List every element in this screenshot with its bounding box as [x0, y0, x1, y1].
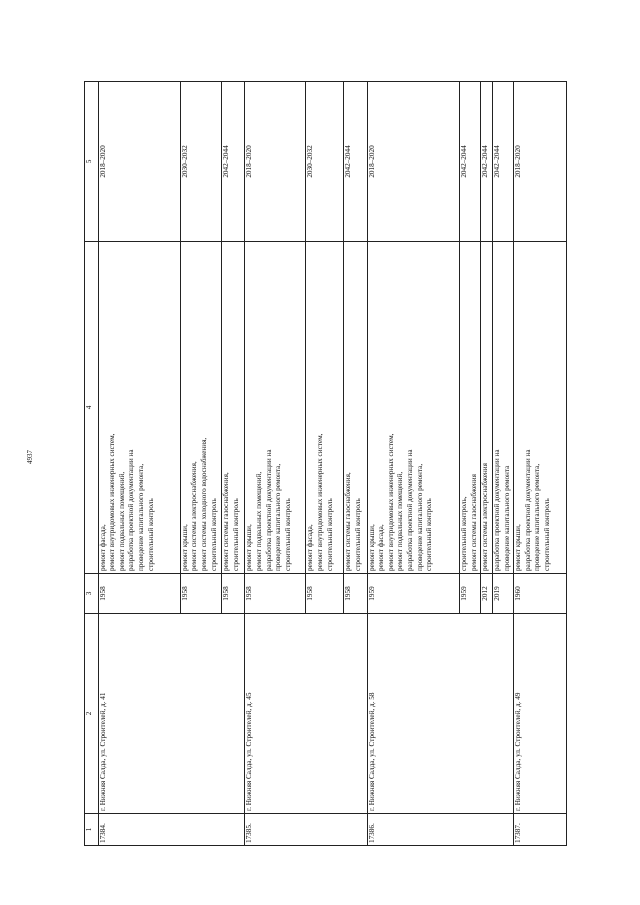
header-cell: 2	[85, 614, 99, 814]
address-cell: г. Нижняя Салда, ул. Строителей, д. 58	[367, 614, 514, 814]
work-item: разработка проектной документации на	[493, 449, 502, 571]
year-cell: 1960	[514, 574, 567, 614]
period-cell: 2018–2020	[367, 82, 460, 242]
period-cell: 2042–2044	[344, 82, 367, 242]
work-item: проведение капитального ремонта,	[533, 463, 542, 571]
rotated-page-content	[84, 82, 567, 846]
work-item: ремонт системы газоснабжения,	[222, 472, 231, 571]
works-cell	[493, 242, 514, 574]
works-cell	[481, 242, 493, 574]
works-cell	[222, 242, 245, 574]
header-cell: 1	[85, 814, 99, 846]
works-cell	[344, 242, 367, 574]
works-cell	[98, 242, 180, 574]
address-cell: г. Нижняя Салда, ул. Строителей, д. 41	[98, 614, 245, 814]
period-cell: 2018–2020	[245, 82, 306, 242]
work-item: строительный контроль	[543, 498, 552, 571]
work-item: проведение капитального ремонта	[502, 465, 511, 571]
year-cell: 1959	[367, 574, 460, 614]
period-cell: 2042–2044	[460, 82, 481, 242]
work-item: ремонт крыши,	[367, 524, 376, 571]
table-row	[514, 82, 567, 846]
table-row	[245, 82, 306, 846]
header-row	[85, 82, 99, 846]
work-item: ремонт подвальных помещений,	[117, 471, 126, 571]
work-item: разработка проектной документации на	[523, 449, 532, 571]
period-cell: 2030–2032	[306, 82, 344, 242]
year-cell: 1958	[245, 574, 306, 614]
row-number-cell: 17386.	[367, 814, 514, 846]
work-item: строительный контроль	[283, 498, 292, 571]
work-item: строительный контроль	[209, 498, 218, 571]
year-cell: 1958	[222, 574, 245, 614]
work-item: ремонт внутридомовых инженерных систем,	[316, 433, 325, 571]
work-item: строительный контроль	[146, 498, 155, 571]
capital-repair-table	[84, 81, 567, 846]
period-cell: 2018–2020	[514, 82, 567, 242]
work-item: ремонт подвальных помещений,	[255, 471, 264, 571]
work-item: разработка проектной документации на	[127, 449, 136, 571]
year-cell: 1958	[98, 574, 180, 614]
work-item: проведение капитального ремонта,	[415, 463, 424, 571]
works-cell	[306, 242, 344, 574]
work-item: ремонт внутридомовых инженерных систем,	[108, 433, 117, 571]
period-cell: 2030–2032	[180, 82, 221, 242]
work-item: ремонт крыши,	[514, 524, 523, 571]
work-item: строительный контроль,	[460, 496, 469, 571]
header-cell: 3	[85, 574, 99, 614]
work-item: строительный контроль	[325, 498, 334, 571]
work-item: строительный контроль	[425, 498, 434, 571]
work-item: ремонт крыши,	[180, 524, 189, 571]
work-item: разработка проектной документации на	[264, 449, 273, 571]
work-item: ремонт фасада,	[306, 524, 315, 571]
header-cell: 4	[85, 242, 99, 574]
year-cell: 1958	[344, 574, 367, 614]
header-cell: 5	[85, 82, 99, 242]
period-cell: 2018–2020	[98, 82, 180, 242]
works-cell	[514, 242, 567, 574]
work-item: ремонт системы электроснабжения,	[190, 461, 199, 571]
period-cell: 2042–2044	[493, 82, 514, 242]
work-item: ремонт подвальных помещений,	[396, 471, 405, 571]
work-item: ремонт внутридомовых инженерных систем,	[386, 433, 395, 571]
row-number-cell: 17385.	[245, 814, 367, 846]
period-cell: 2042–2044	[222, 82, 245, 242]
works-cell	[180, 242, 221, 574]
work-item: строительный контроль	[231, 498, 240, 571]
page-number: 4937	[26, 450, 34, 464]
work-item: ремонт фасада,	[98, 524, 107, 571]
works-cell	[245, 242, 306, 574]
works-cell	[367, 242, 460, 574]
work-item: ремонт системы газоснабжения,	[344, 472, 353, 571]
row-number-cell: 17387.	[514, 814, 567, 846]
address-cell: г. Нижняя Салда, ул. Строителей, д. 49	[514, 614, 567, 814]
works-cell	[460, 242, 481, 574]
work-item: ремонт системы газоснабжения	[469, 474, 478, 571]
year-cell: 2012	[481, 574, 493, 614]
work-item: проведение капитального ремонта,	[274, 463, 283, 571]
work-item: ремонт системы холодного водоснабжения,	[200, 437, 208, 571]
year-cell: 1958	[306, 574, 344, 614]
work-item: ремонт фасада,	[377, 524, 386, 571]
work-item: разработка проектной документации на	[405, 449, 414, 571]
year-cell: 2019	[493, 574, 514, 614]
address-cell: г. Нижняя Салда, ул. Строителей, д. 45	[245, 614, 367, 814]
table-row	[367, 82, 460, 846]
work-item: строительный контроль	[353, 498, 362, 571]
year-cell: 1959	[460, 574, 481, 614]
work-item: ремонт крыши,	[245, 524, 254, 571]
period-cell: 2042–2044	[481, 82, 493, 242]
table-row	[98, 82, 180, 846]
work-item: ремонт системы электроснабжения	[481, 463, 490, 571]
work-item: проведение капитального ремонта,	[137, 463, 146, 571]
year-cell: 1958	[180, 574, 221, 614]
row-number-cell: 17384.	[98, 814, 245, 846]
